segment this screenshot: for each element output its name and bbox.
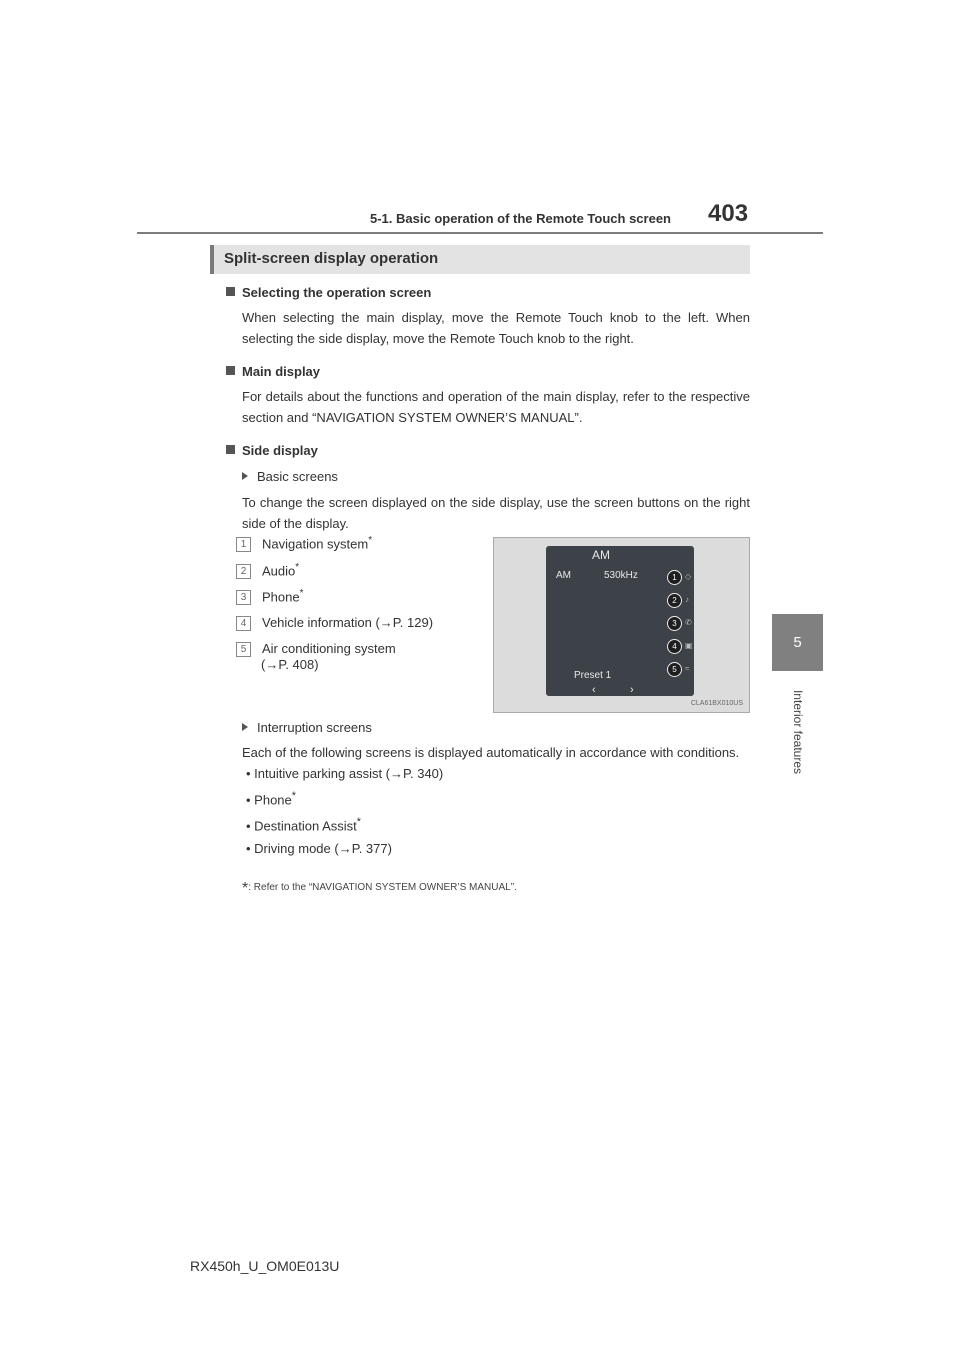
square-bullet-icon	[226, 445, 235, 454]
main-display-text: For details about the functions and operation of the main display, refer to the respective section and “NAVIGATION SYSTEM OWNER’S MANUAL”.	[242, 389, 750, 425]
list-item	[236, 588, 486, 615]
figure-band: AM	[556, 570, 571, 581]
number-badge: 3	[236, 590, 251, 605]
bullet-text: Phone	[254, 792, 292, 808]
side-display-figure	[493, 537, 750, 713]
figure-preset: Preset 1	[574, 670, 612, 681]
triangle-bullet-icon	[242, 723, 248, 731]
header-rule	[137, 232, 823, 234]
vehicle-info-icon: ▣	[685, 641, 693, 650]
screen-button-list	[236, 535, 486, 673]
figure-callout-4: 4	[667, 639, 682, 654]
list-item: • Intuitive parking assist (→P. 340)	[246, 766, 444, 781]
audio-icon: ♪	[685, 595, 689, 604]
footnote-asterisk: *	[242, 880, 249, 897]
figure-frequency: 530kHz	[604, 570, 638, 581]
asterisk-mark: *	[291, 790, 296, 802]
figure-callout-1: 1	[667, 570, 682, 585]
side-display-heading	[226, 440, 750, 461]
figure-callout-3: 3	[667, 616, 682, 631]
list-item	[236, 562, 486, 589]
figure-callout-5: 5	[667, 662, 682, 677]
navigation-icon: ◇	[685, 572, 692, 581]
climate-icon: ≈	[685, 664, 690, 673]
interruption-bullets	[246, 763, 750, 860]
page-number: 403	[708, 200, 749, 227]
item-label: Navigation system	[262, 536, 369, 552]
selecting-text: When selecting the main display, move the Remote Touch knob to the left. When selecting the side display, move the Remote Touch knob to the right.	[242, 310, 750, 346]
asterisk-mark: *	[368, 535, 373, 546]
item-label: Vehicle information (→P. 129)	[262, 614, 434, 630]
bullet-text: Driving mode (→P. 377)	[254, 840, 392, 856]
list-item	[236, 535, 486, 562]
item-label: Audio	[262, 562, 296, 578]
item-label: Phone	[262, 589, 300, 605]
main-content	[226, 282, 750, 534]
figure-screen-title: AM	[592, 548, 610, 562]
figure-right-arrow: ›	[630, 684, 634, 696]
number-badge: 4	[236, 616, 251, 631]
list-item	[236, 641, 486, 673]
selecting-heading-text: Selecting the operation screen	[242, 285, 432, 300]
footer-model-code: RX450h_U_OM0E013U	[190, 1258, 340, 1274]
section-title: Split-screen display operation	[224, 250, 439, 267]
number-badge: 5	[236, 642, 251, 657]
main-display-heading	[226, 361, 750, 382]
interruption-heading-text: Interruption screens	[257, 720, 372, 735]
phone-icon: ✆	[685, 618, 692, 627]
asterisk-mark: *	[299, 588, 304, 599]
section-title-bar	[210, 245, 750, 274]
selecting-heading	[226, 282, 750, 303]
basic-screens-heading	[242, 466, 750, 487]
asterisk-mark: *	[295, 561, 300, 573]
item-label-continued: (→P. 408)	[261, 657, 319, 673]
chapter-tab: 5	[772, 614, 823, 671]
interruption-content	[242, 717, 750, 860]
bullet-text: Intuitive parking assist (→P. 340)	[254, 766, 444, 781]
side-display-text: To change the screen displayed on the side display, use the screen buttons on the right side of the display.	[242, 495, 750, 531]
figure-left-arrow: ‹	[592, 684, 596, 696]
footnote-text: : Refer to the “NAVIGATION SYSTEM OWNER’S MANUAL”.	[248, 882, 517, 893]
list-item: • Destination Assist*	[246, 816, 361, 834]
main-display-heading-text: Main display	[242, 364, 321, 379]
side-display-heading-text: Side display	[242, 443, 318, 458]
chapter-label-text: Interior features	[791, 689, 805, 775]
square-bullet-icon	[226, 366, 235, 375]
figure-code: CLA61BX010US	[690, 700, 743, 707]
list-item	[236, 615, 486, 642]
square-bullet-icon	[226, 287, 235, 296]
asterisk-mark: *	[356, 816, 361, 829]
figure-callout-2: 2	[667, 593, 682, 608]
interruption-text: Each of the following screens is displayed automatically in accordance with conditions.	[242, 745, 740, 760]
number-badge: 1	[236, 537, 251, 552]
header-title: 5-1. Basic operation of the Remote Touch screen	[370, 211, 671, 226]
item-label: Air conditioning system	[262, 641, 396, 656]
list-item: • Phone*	[246, 790, 296, 808]
triangle-bullet-icon	[242, 472, 248, 480]
side-display-screen	[546, 546, 694, 696]
chapter-label	[790, 682, 806, 782]
bullet-text: Destination Assist	[254, 818, 357, 834]
basic-screens-text: Basic screens	[257, 469, 338, 484]
footnote	[242, 880, 517, 898]
number-badge: 2	[236, 564, 251, 579]
list-item: • Driving mode (→P. 377)	[246, 840, 392, 856]
interruption-heading	[242, 717, 750, 738]
